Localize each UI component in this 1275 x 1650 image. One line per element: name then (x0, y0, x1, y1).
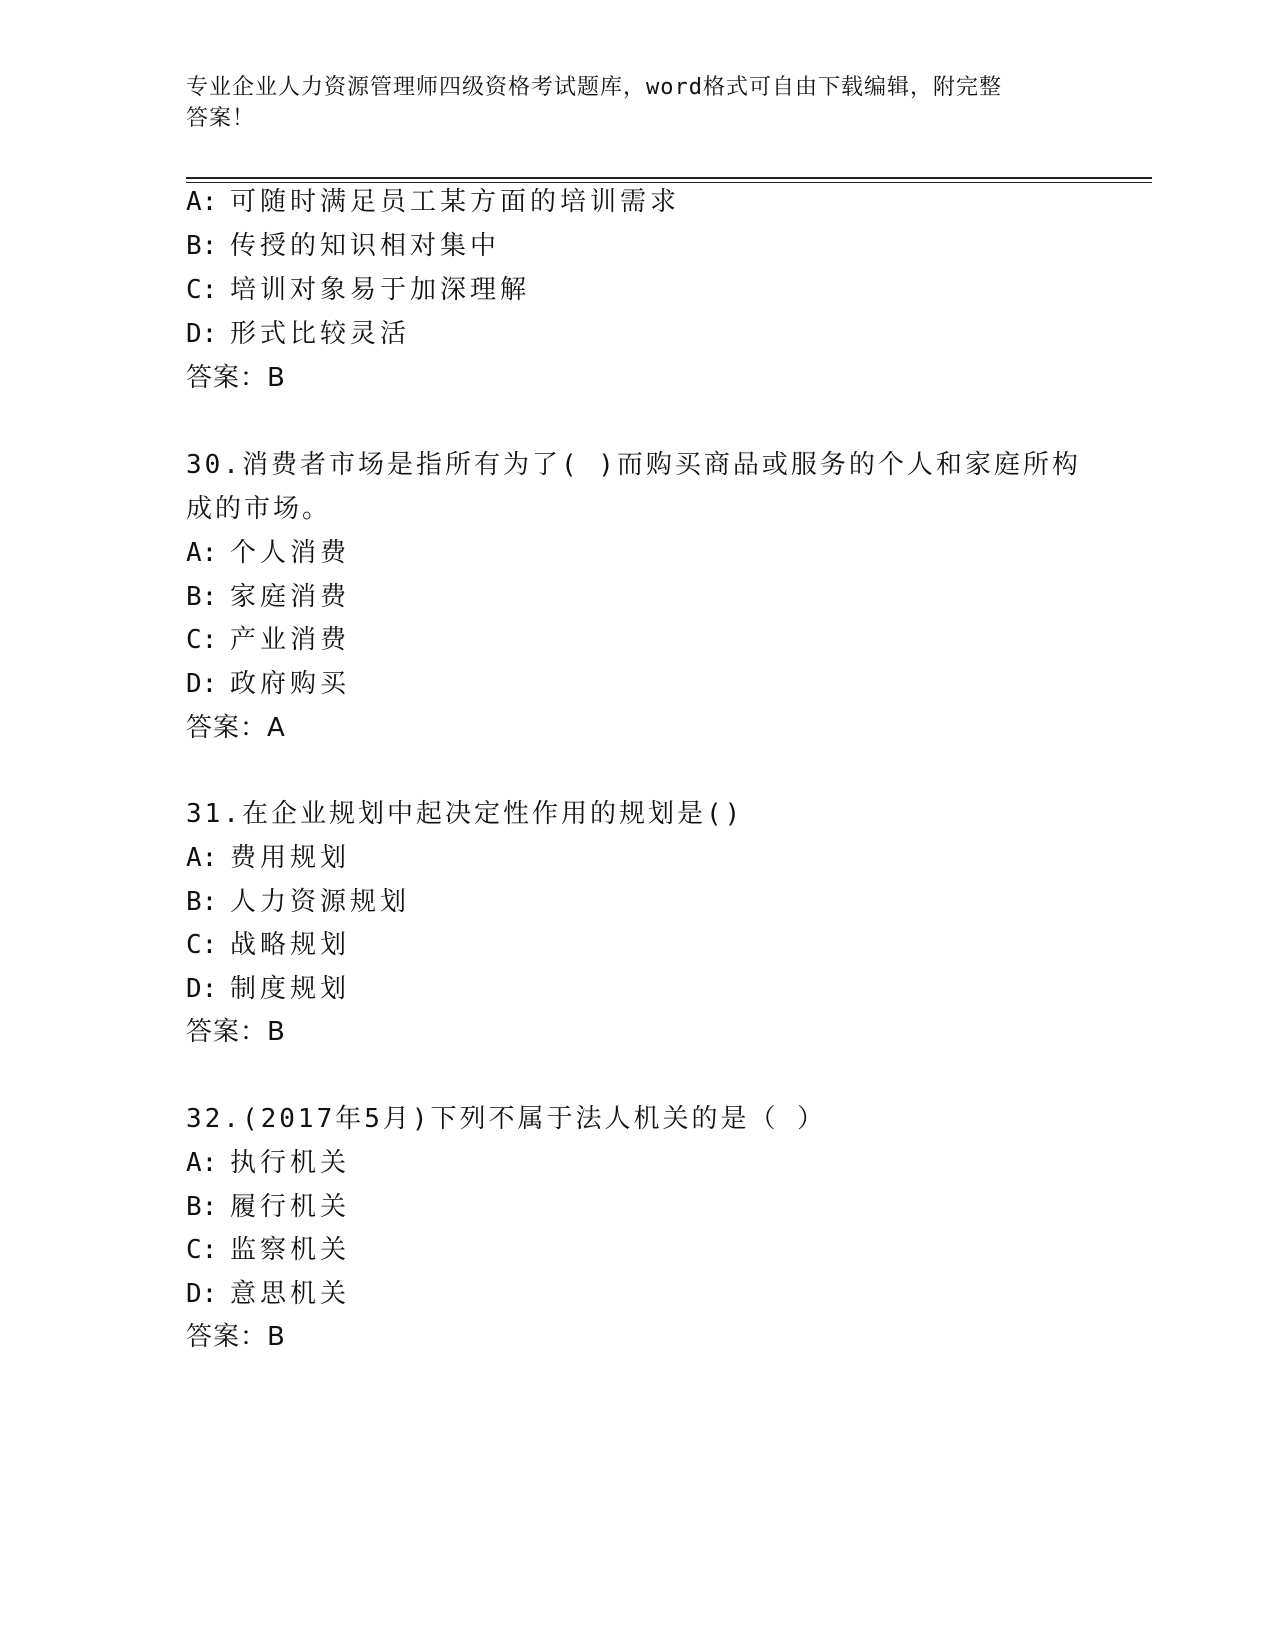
q30-question-line-2: 成的市场。 (186, 494, 332, 524)
header-line-2: 答案！ (186, 106, 256, 131)
q31-answer: 答案：B (186, 1017, 286, 1047)
q29-answer: 答案：B (186, 363, 286, 393)
option-label: B: (186, 887, 218, 917)
option-label: C: (186, 625, 218, 655)
option-text: 产业消费 (230, 625, 351, 655)
q31-question-line-1: 31.在企业规划中起决定性作用的规划是() (186, 799, 744, 829)
option-text: 监察机关 (230, 1235, 351, 1265)
option-text: 传授的知识相对集中 (230, 231, 501, 261)
option-text: 费用规划 (230, 843, 351, 873)
option-label: A: (186, 843, 218, 873)
option-label: C: (186, 930, 218, 960)
q30-option-a (186, 536, 350, 570)
option-text: 个人消费 (230, 538, 351, 568)
option-label: D: (186, 319, 218, 349)
option-label: C: (186, 1235, 218, 1265)
q31-option-c (186, 928, 350, 962)
option-text: 制度规划 (230, 974, 351, 1004)
option-text: 培训对象易于加深理解 (230, 275, 531, 305)
option-label: B: (186, 231, 218, 261)
option-label: D: (186, 974, 218, 1004)
option-text: 可随时满足员工某方面的培训需求 (230, 187, 681, 217)
q31-option-d (186, 972, 350, 1006)
option-text: 政府购买 (230, 669, 351, 699)
option-text: 意思机关 (230, 1279, 351, 1309)
option-text: 战略规划 (230, 930, 351, 960)
option-label: D: (186, 669, 218, 699)
option-text: 执行机关 (230, 1148, 351, 1178)
option-label: C: (186, 275, 218, 305)
q29-option-d (186, 317, 410, 351)
q30-question-line-1: 30.消费者市场是指所有为了( )而购买商品或服务的个人和家庭所构 (186, 450, 1081, 480)
document-header (186, 72, 1066, 134)
header-divider-thick (186, 177, 1152, 179)
option-label: A: (186, 1148, 218, 1178)
q31-option-a (186, 841, 350, 875)
q32-option-d (186, 1277, 350, 1311)
q30-option-c (186, 623, 350, 657)
q29-option-b (186, 229, 500, 263)
option-label: D: (186, 1279, 218, 1309)
q32-question-line-1: 32.(2017年5月)下列不属于法人机关的是（ ） (186, 1104, 827, 1134)
q30-answer: 答案：A (186, 713, 286, 743)
q32-option-b (186, 1190, 350, 1224)
option-text: 家庭消费 (230, 582, 351, 612)
option-label: A: (186, 187, 218, 217)
q31-option-b (186, 885, 410, 919)
q32-option-a (186, 1146, 350, 1180)
option-label: B: (186, 582, 218, 612)
q29-option-c (186, 273, 530, 307)
header-divider-thin (186, 182, 1152, 183)
option-text: 形式比较灵活 (230, 319, 411, 349)
option-text: 人力资源规划 (230, 887, 411, 917)
option-text: 履行机关 (230, 1192, 351, 1222)
q30-option-b (186, 580, 350, 614)
q29-option-a (186, 185, 680, 219)
q30-option-d (186, 667, 350, 701)
header-line-1: 专业企业人力资源管理师四级资格考试题库，word格式可自由下载编辑，附完整 (186, 75, 1002, 100)
option-label: B: (186, 1192, 218, 1222)
q32-answer: 答案：B (186, 1322, 286, 1352)
option-label: A: (186, 538, 218, 568)
q32-option-c (186, 1233, 350, 1267)
